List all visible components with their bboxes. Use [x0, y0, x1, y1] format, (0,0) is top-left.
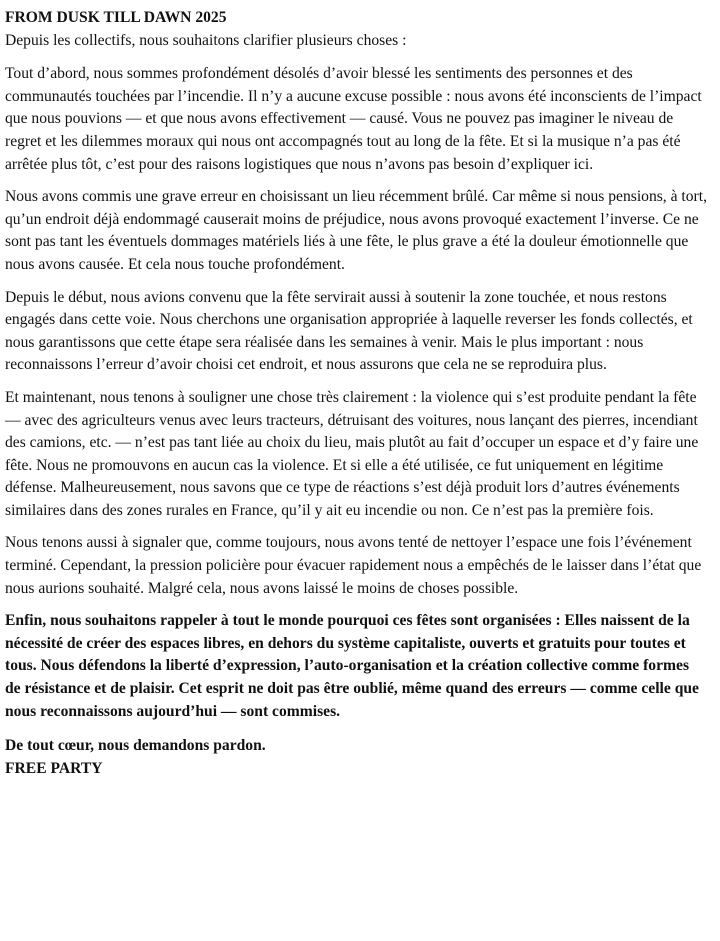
paragraph-closing: Enfin, nous souhaitons rappeler à tout le monde pourquoi ces fêtes sont organisées : Elles naissent de la nécessité de créer des espaces libres, en dehors du système capitaliste, ouverts et gratuits pour toutes et tous. Nous défendons la liberté d’expression, l’auto-organisation et la création collective comme formes de résistance et de plaisir. Cet esprit ne doit pas être oublié, même quand des erreurs — comme celle que nous reconnaissons aujourd’hui — sont commises. — [5, 612, 699, 720]
intro-line: Depuis les collectifs, nous souhaitons clarifier plusieurs choses : — [5, 31, 407, 49]
paragraph-apology-fire: Tout d’abord, nous sommes profondément désolés d’avoir blessé les sentiments des personnes et des communautés touchées par l’incendie. Il n’y a aucune excuse possible : nous avons été inconscients de l’impact que nous pouvions — et que nous avons effectivement — causé. Vous ne pouvez pas imaginer le niveau de regret et les dilemmes moraux qui nous ont accompagnés tout au long de la fête. Et si la musique n’a pas été arrêtée plus tôt, c’est pour des raisons logistiques que nous n’avons pas besoin d’expliquer ici. — [5, 65, 702, 173]
paragraph-fund-support: Depuis le début, nous avions convenu que la fête servirait aussi à soutenir la zone touchée, et nous restons engagés dans cette voie. Nous cherchons une organisation appropriée à laquelle reverser les fonds collectés, et nous garantissons que cette étape sera réalisée dans les semaines à venir. Mais le plus important : nous reconnaissons l’erreur d’avoir choisi cet endroit, et nous assurons que cela ne se reproduira plus. — [5, 288, 693, 374]
paragraph-violence: Et maintenant, nous tenons à souligner une chose très clairement : la violence qui s’est produite pendant la fête — avec des agriculteurs venus avec leurs tracteurs, détruisant des voitures, nous lançant des pierres, incendiant des camions, etc. — n’est pas tant liée au choix du lieu, mais plutôt au fait d’occuper un espace et d’y faire une fête. Nous ne promouvons en aucun cas la violence. Et si elle a été utilisée, ce fut uniquement en légitime défense. Malheureusement, nous savons que ce type de réactions s’est déjà produit lors d’autres événements similaires dans des zones rurales en France, qu’il y ait eu incendie ou non. Ce n’est pas la première fois. — [5, 388, 699, 519]
apology-line: De tout cœur, nous demandons pardon. — [5, 737, 266, 755]
document-title: FROM DUSK TILL DAWN 2025 — [5, 9, 227, 26]
paragraph-cleanup: Nous tenons aussi à signaler que, comme toujours, nous avons tenté de nettoyer l’espace une fois l’événement terminé. Cependant, la pression policière pour évacuer rapidement nous a empêchés de le laisser dans l’état que nous aurions souhaité. Malgré cela, nous avons laissé le moins de choses possible. — [5, 534, 702, 597]
paragraph-location-mistake: Nous avons commis une grave erreur en choisissant un lieu récemment brûlé. Car même si nous pensions, à tort, qu’un endroit déjà endommagé causerait moins de préjudice, nous avons provoqué exactement l’inverse. Ce ne sont pas tant les éventuels dommages matériels liés à une fête, le plus grave a été la douleur émotionnelle que nous avons causée. Et cela nous touche profondément. — [5, 188, 707, 273]
signature: FREE PARTY — [5, 759, 103, 777]
